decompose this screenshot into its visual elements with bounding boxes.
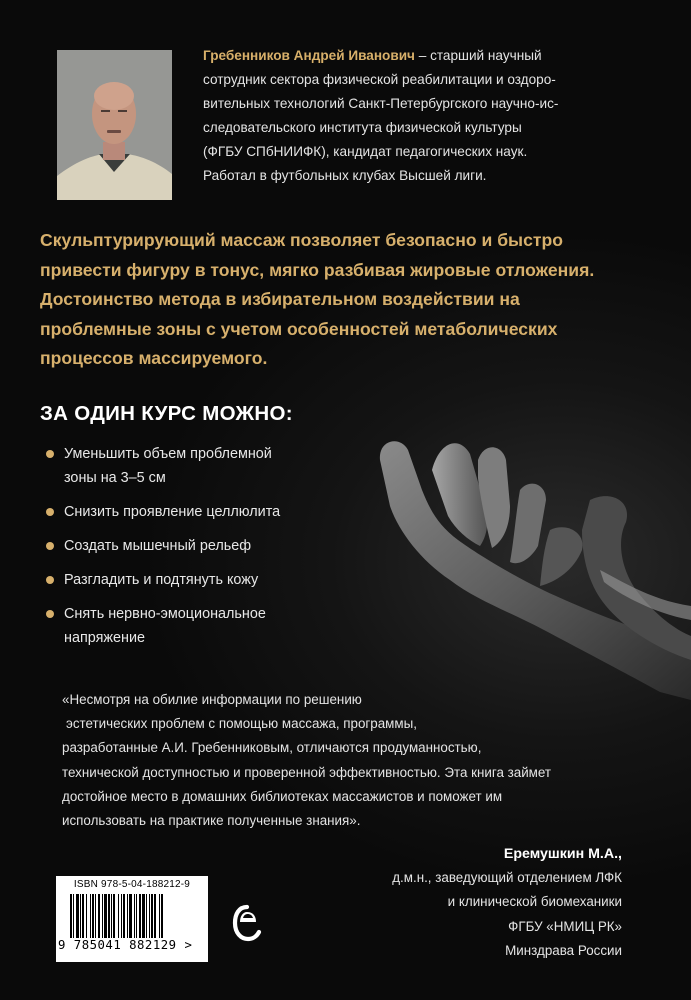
bullet-dot-icon [46,508,54,516]
benefit-text: Создать мышечный рельеф [64,538,252,554]
barcode-bar [154,894,156,938]
lead-line: Достоинство метода в избирательном воздействии на [40,289,520,309]
lead-line: Скульптурирующий массаж позволяет безопасно и быстро [40,230,563,250]
lead-line: привести фигуру в тонус, мягко разбивая жировые отложения. [40,259,595,280]
barcode-bar [142,894,145,938]
reviewer-signature [392,842,622,963]
barcode-bar [108,894,110,938]
author-bio [203,44,643,188]
reviewer-title: ФГБУ «НМИЦ РК» [508,918,622,934]
benefit-text: зоны на 3–5 см [64,470,166,486]
barcode-bar [161,894,163,938]
benefit-item [40,500,340,524]
quote-line: эстетических проблем с помощью массажа, программы, [66,716,417,732]
author-photo [57,50,172,200]
barcode-bar [70,894,72,938]
benefit-item [40,534,340,558]
benefit-text: Разгладить и подтянуть кожу [64,572,259,588]
barcode-bar [113,894,115,938]
benefits-list [40,442,340,660]
barcode-bar [159,894,160,938]
barcode-bar [73,894,74,938]
hands-illustration [360,430,691,705]
barcode-bar [92,894,94,938]
barcode-bar [151,894,153,938]
lead-line: процессов массируемого. [40,348,268,368]
publisher-logo-icon [232,904,262,947]
bullet-dot-icon [46,542,54,550]
benefit-item [40,568,340,592]
barcode-bar [134,894,135,938]
barcode-bar [111,894,112,938]
barcode-bar [104,894,107,938]
quote-line: использовать на практике полученные знания». [62,813,361,829]
bio-line: – старший научный [414,48,542,63]
barcode-bar [149,894,150,938]
barcode-bar [139,894,141,938]
reviewer-title: и клинической биомеханики [447,894,622,910]
bio-line: следовательского института физической культуры [203,120,522,135]
bio-line: сотрудник сектора физической реабилитации и оздоро- [203,72,556,87]
barcode-bar [90,894,91,938]
isbn-barcode-box [56,876,208,962]
benefit-text: Снять нервно-эмоциональное [64,606,266,622]
barcode-bar [95,894,96,938]
bio-line: вительных технологий Санкт-Петербургского научно-ис- [203,96,559,111]
lead-line: проблемные зоны с учетом особенностей метаболических [40,318,558,339]
barcode-icon [70,894,194,938]
barcode-bar [127,894,128,938]
barcode-digits: 9 785041 882129 > [58,938,193,952]
reviewer-title: д.м.н., заведующий отделением ЛФК [392,870,622,886]
bio-line: (ФГБУ СПбНИИФК), кандидат педагогических наук. [203,144,528,159]
barcode-bar [82,894,84,938]
bullet-dot-icon [46,610,54,618]
barcode-bar [98,894,100,938]
barcode-bar [146,894,147,938]
benefit-text: Уменьшить объем проблемной [64,446,272,462]
barcode-bar [136,894,137,938]
review-quote [62,688,642,833]
author-name: Гребенников Андрей Иванович [203,48,415,63]
barcode-bar [102,894,103,938]
barcode-bar [123,894,125,938]
quote-line: разработанные А.И. Гребенниковым, отличаются продуманностью, [62,740,482,756]
reviewer-title: Минздрава России [505,942,622,958]
bio-line: Работал в футбольных клубах Высшей лиги. [203,168,487,183]
quote-line: технической доступностью и проверенной эффективностью. Эта книга займет [62,764,552,780]
barcode-bar [86,894,87,938]
barcode-bar [129,894,132,938]
benefit-item [40,602,340,650]
barcode-bar [121,894,122,938]
lead-paragraph [40,226,650,374]
barcode-bar [76,894,79,938]
quote-line: «Несмотря на обилие информации по решению [62,692,362,707]
bullet-dot-icon [46,576,54,584]
quote-line: достойное место в домашних библиотеках массажистов и поможет им [62,788,503,804]
bullet-dot-icon [46,450,54,458]
benefit-text: напряжение [64,630,145,646]
reviewer-name: Еремушкин М.А., [503,846,622,862]
benefits-heading: ЗА ОДИН КУРС МОЖНО: [40,402,293,425]
benefit-text: Снизить проявление целлюлита [64,504,281,520]
barcode-bar [80,894,81,938]
benefit-item [40,442,340,490]
isbn-label: ISBN 978-5-04-188212-9 [73,879,191,890]
barcode-bar [118,894,119,938]
